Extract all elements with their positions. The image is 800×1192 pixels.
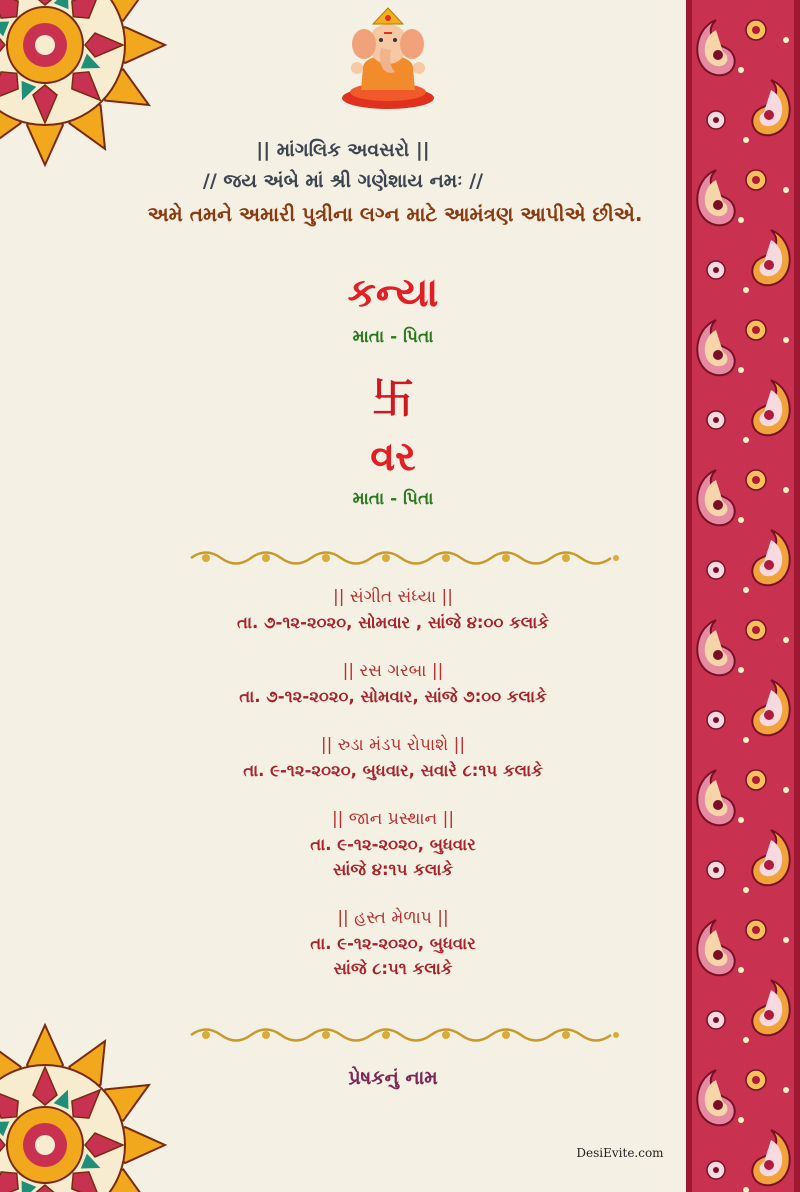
event-detail: તા. ૯-૧૨-૨૦૨૦, બુધવાર <box>310 835 476 854</box>
event-title: || રુડા મંડપ રોપાશે || <box>320 735 466 755</box>
paisley-border <box>686 0 800 1192</box>
event-detail: તા. ૭-૧૨-૨૦૨૦, સોમવાર, સાંજે ૭:૦૦ કલાકે <box>239 687 547 706</box>
event-detail: તા. ૭-૧૨-૨૦૨૦, સોમવાર , સાંજે ૪:૦૦ કલાકે <box>237 613 549 632</box>
event-detail: સાંજે ૪:૧૫ કલાકે <box>332 860 454 879</box>
mandala-bottom-left-icon <box>0 1020 170 1192</box>
event-title: || રસ ગરબા || <box>342 661 444 681</box>
groom-title: વર <box>370 434 416 480</box>
event-title: || સંગીત સંધ્યા || <box>332 587 454 607</box>
event-block <box>100 585 686 635</box>
auspicious-heading: || માંગલિક અવસરો || <box>256 139 430 161</box>
ganesha-icon <box>333 6 443 110</box>
invitation-line: અમે તમને અમારી પુત્રીના લગ્ન માટે આમંત્રણ આપીએ છીએ. <box>147 202 643 226</box>
event-block <box>100 659 686 709</box>
events-list <box>0 585 686 981</box>
event-block <box>100 807 686 882</box>
swastika-icon: 卐 <box>371 374 414 423</box>
sender-name: પ્રેષકનું નામ <box>348 1067 438 1089</box>
event-title: || હસ્ત મેળાપ || <box>337 908 449 928</box>
bride-parents: માતા - પિતા <box>352 327 434 347</box>
event-title: || જાન પ્રસ્થાન || <box>331 809 455 829</box>
ornament-divider-bottom <box>186 1022 626 1048</box>
event-block <box>100 733 686 783</box>
ornament-divider-top <box>186 545 626 571</box>
event-detail: તા. ૯-૧૨-૨૦૨૦, બુધવાર <box>310 934 476 953</box>
invocation-line: // જય અંબે માં શ્રી ગણેશાય નમઃ // <box>202 170 484 192</box>
bride-title: કન્યા <box>347 270 439 316</box>
event-block <box>100 906 686 981</box>
groom-parents: માતા - પિતા <box>352 489 434 509</box>
event-detail: તા. ૯-૧૨-૨૦૨૦, બુધવાર, સવારે ૮:૧૫ કલાકે <box>243 761 543 780</box>
brand-watermark: DesiEvite.com <box>576 1146 664 1160</box>
event-detail: સાંજે ૮:૫૧ કલાકે <box>333 959 453 978</box>
